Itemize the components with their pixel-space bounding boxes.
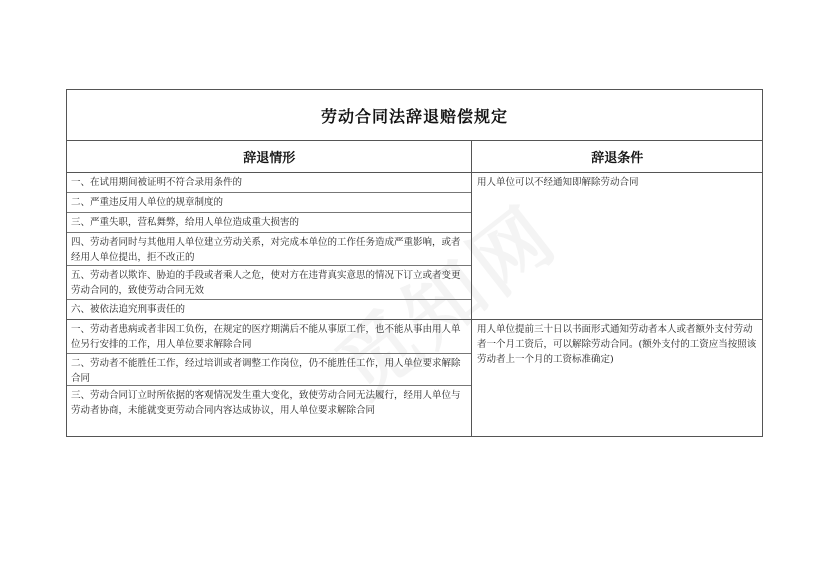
situation-item: 六、被依法追究刑事责任的 [71, 304, 186, 315]
condition-cell: 用人单位提前三十日以书面形式通知劳动者本人或者额外支付劳动者一个月工资后，可以解除劳动合同。(额外支付的工资应当按照该劳动者上一个月的工资标准确定) [477, 324, 757, 365]
header-condition: 辞退条件 [591, 151, 644, 166]
situation-item: 三、劳动合同订立时所依据的客观情况发生重大变化，致使劳动合同无法履行，经用人单位与劳动者协商，未能就变更劳动合同内容达成协议，用人单位要求解除合同 [71, 390, 461, 416]
situation-item: 二、劳动者不能胜任工作，经过培训或者调整工作岗位，仍不能胜任工作，用人单位要求解除合同 [67, 354, 471, 386]
situation-item: 五、劳动者以欺诈、胁迫的手段或者乘人之危，使对方在违背真实意思的情况下订立或者变更劳动合同的，致使劳动合同无效 [67, 266, 471, 300]
table-header-row [67, 141, 762, 173]
regulation-table [66, 89, 763, 437]
situation-item: 四、劳动者同时与其他用人单位建立劳动关系，对完成本单位的工作任务造成严重影响，或者经用人单位提出，拒不改正的 [67, 233, 471, 266]
group-immediate-dismissal [67, 173, 762, 320]
situation-item: 一、在试用期间被证明不符合录用条件的 [67, 173, 471, 193]
group-notice-dismissal [67, 320, 762, 436]
condition-cell: 用人单位可以不经通知即解除劳动合同 [477, 177, 639, 188]
situation-item: 一、劳动者患病或者非因工负伤，在规定的医疗期满后不能从事原工作，也不能从事由用人单位另行安排的工作，用人单位要求解除合同 [67, 320, 471, 354]
header-situation: 辞退情形 [67, 141, 472, 172]
situation-list [67, 173, 472, 319]
situation-item: 三、严重失职，营私舞弊，给用人单位造成重大损害的 [67, 213, 471, 233]
table-title: 劳动合同法辞退赔偿规定 [67, 90, 762, 141]
situation-item: 二、严重违反用人单位的规章制度的 [67, 193, 471, 213]
situation-list [67, 320, 472, 436]
